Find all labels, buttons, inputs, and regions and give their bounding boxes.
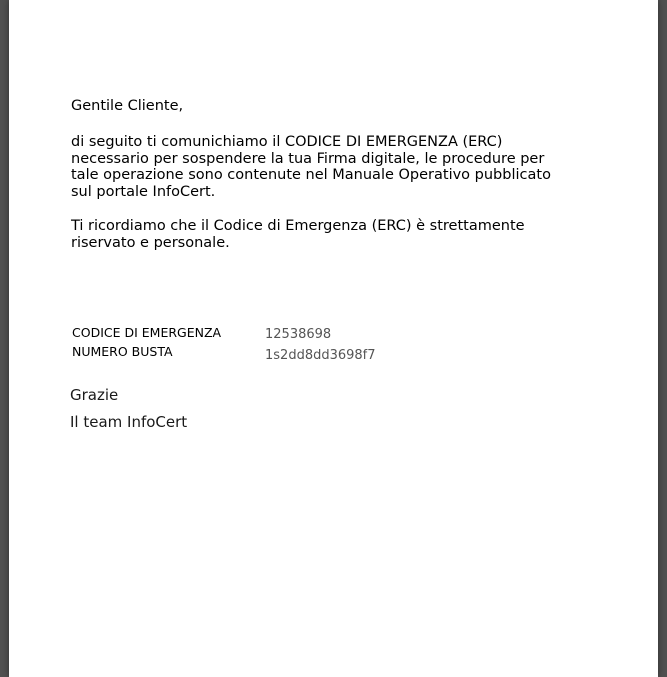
codes-labels xyxy=(72,323,221,361)
closing-signature: Il team InfoCert xyxy=(70,413,188,431)
paragraph-line: di seguito ti comunichiamo il CODICE DI EMERGENZA (ERC) xyxy=(71,134,503,150)
greeting: Gentile Cliente, xyxy=(71,98,184,114)
emergency-code-label: CODICE DI EMERGENZA xyxy=(72,325,222,340)
paragraph-line: Ti ricordiamo che il Codice di Emergenza (ERC) è strettamente xyxy=(71,218,525,234)
paragraph-line: sul portale InfoCert. xyxy=(71,183,216,200)
paragraph-line: tale operazione sono contenute nel Manuale Operativo pubblicato xyxy=(71,167,551,183)
paragraph-line: riservato e personale. xyxy=(71,234,230,251)
envelope-number-value: 1s2dd8dd3698f7 xyxy=(265,348,376,363)
document-page xyxy=(9,0,658,677)
paragraph-confidentiality xyxy=(71,218,631,251)
codes-values xyxy=(265,324,376,366)
emergency-code-value: 12538698 xyxy=(265,327,332,342)
envelope-number-label: NUMERO BUSTA xyxy=(72,344,173,359)
paragraph-erc-info xyxy=(71,134,631,200)
paragraph-line: necessario per sospendere la tua Firma digitale, le procedure per xyxy=(71,150,545,167)
closing-thanks: Grazie xyxy=(70,386,119,404)
